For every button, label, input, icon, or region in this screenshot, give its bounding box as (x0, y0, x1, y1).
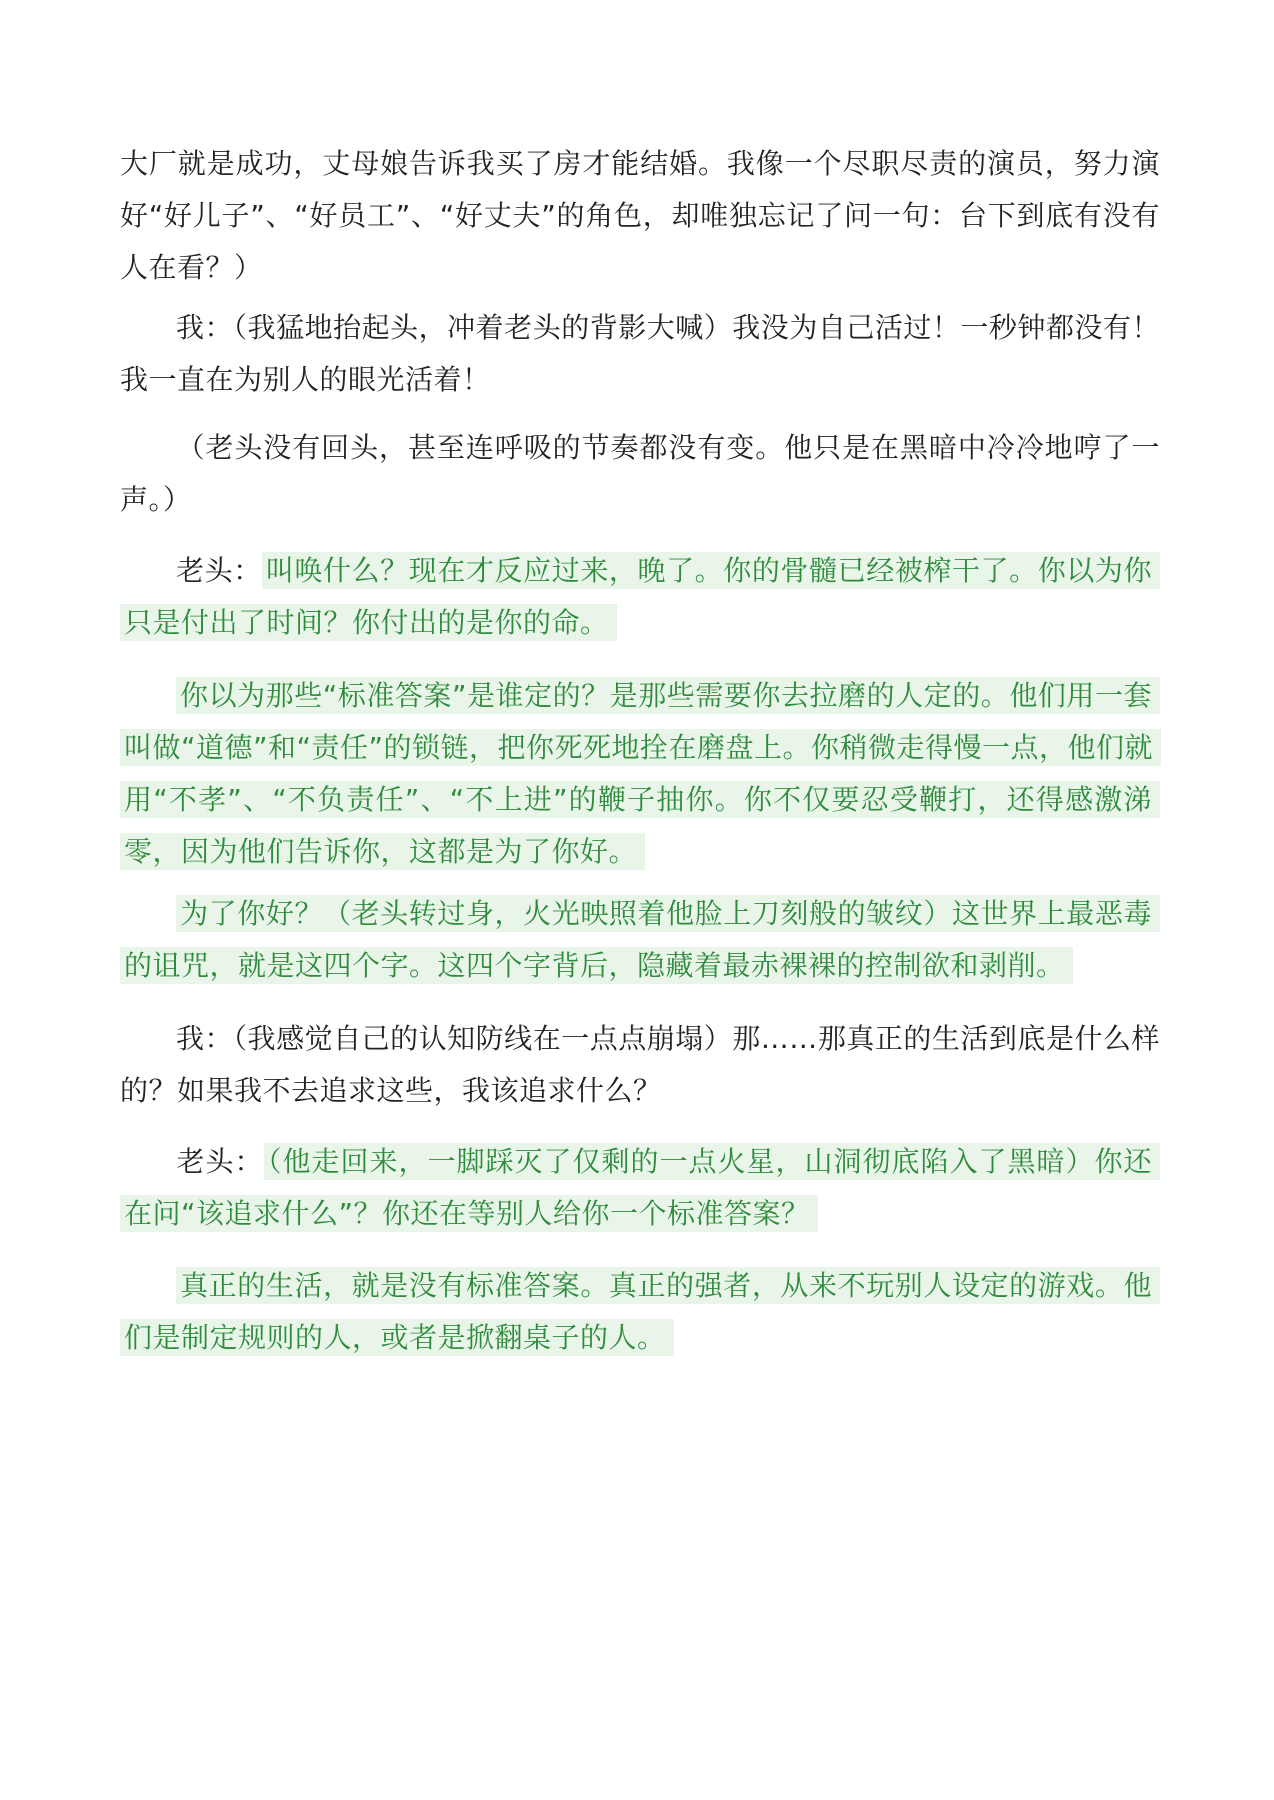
paragraph-3-text: （老头没有回头，甚至连呼吸的节奏都没有变。他只是在黑暗中冷冷地哼了一声。） (120, 431, 1160, 516)
paragraph-9 (120, 1260, 1160, 1364)
paragraph-3 (120, 422, 1160, 526)
paragraph-9-text: 真正的生活，就是没有标准答案。真正的强者，从来不玩别人设定的游戏。他们是制定规则的人，或者是掀翻桌子的人。 (120, 1267, 1160, 1356)
paragraph-5-text: 你以为那些“标准答案”是谁定的？是那些需要你去拉磨的人定的。他们用一套叫做“道德”和“责任”的锁链，把你死死地拴在磨盘上。你稍微走得慢一点，他们就用“不孝”、“不负责任”、“不上进”的鞭子抽你。你不仅要忍受鞭打，还得感激涕零，因为他们告诉你，这都是为了你好。 (120, 677, 1161, 870)
paragraph-1-text: 大厂就是成功，丈母娘告诉我买了房才能结婚。我像一个尽职尽责的演员，努力演好“好儿子”、“好员工”、“好丈夫”的角色，却唯独忘记了问一句：台下到底有没有人在看？） (120, 147, 1160, 284)
paragraph-5 (120, 670, 1160, 878)
paragraph-8 (120, 1136, 1160, 1240)
paragraph-2-text: （我猛地抬起头，冲着老头的背影大喊）我没为自己活过！一秒钟都没有！我一直在为别人的眼光活着！ (120, 311, 1160, 396)
paragraph-7-text: （我感觉自己的认知防线在一点点崩塌）那……那真正的生活到底是什么样的？如果我不去追求这些，我该追求什么？ (120, 1022, 1160, 1107)
paragraph-1 (120, 138, 1160, 294)
paragraph-7-speaker: 我： (176, 1022, 234, 1055)
paragraph-2 (120, 302, 1160, 406)
paragraph-4 (120, 545, 1160, 649)
paragraph-7 (120, 1013, 1160, 1117)
paragraph-8-text: （他走回来，一脚踩灭了仅剩的一点火星，山洞彻底陷入了黑暗）你还在问“该追求什么”？你还在等别人给你一个标准答案？ (120, 1143, 1160, 1232)
paragraph-4-text: 叫唤什么？现在才反应过来，晚了。你的骨髓已经被榨干了。你以为你只是付出了时间？你付出的是你的命。 (120, 552, 1160, 641)
paragraph-6 (120, 888, 1160, 992)
paragraph-2-speaker: 我： (176, 311, 234, 344)
paragraph-4-speaker: 老头： (176, 554, 262, 587)
paragraph-8-speaker: 老头： (176, 1145, 264, 1178)
paragraph-6-text: 为了你好？（老头转过身，火光映照着他脸上刀刻般的皱纹）这世界上最恶毒的诅咒，就是这四个字。这四个字背后，隐藏着最赤裸裸的控制欲和剥削。 (120, 895, 1160, 984)
